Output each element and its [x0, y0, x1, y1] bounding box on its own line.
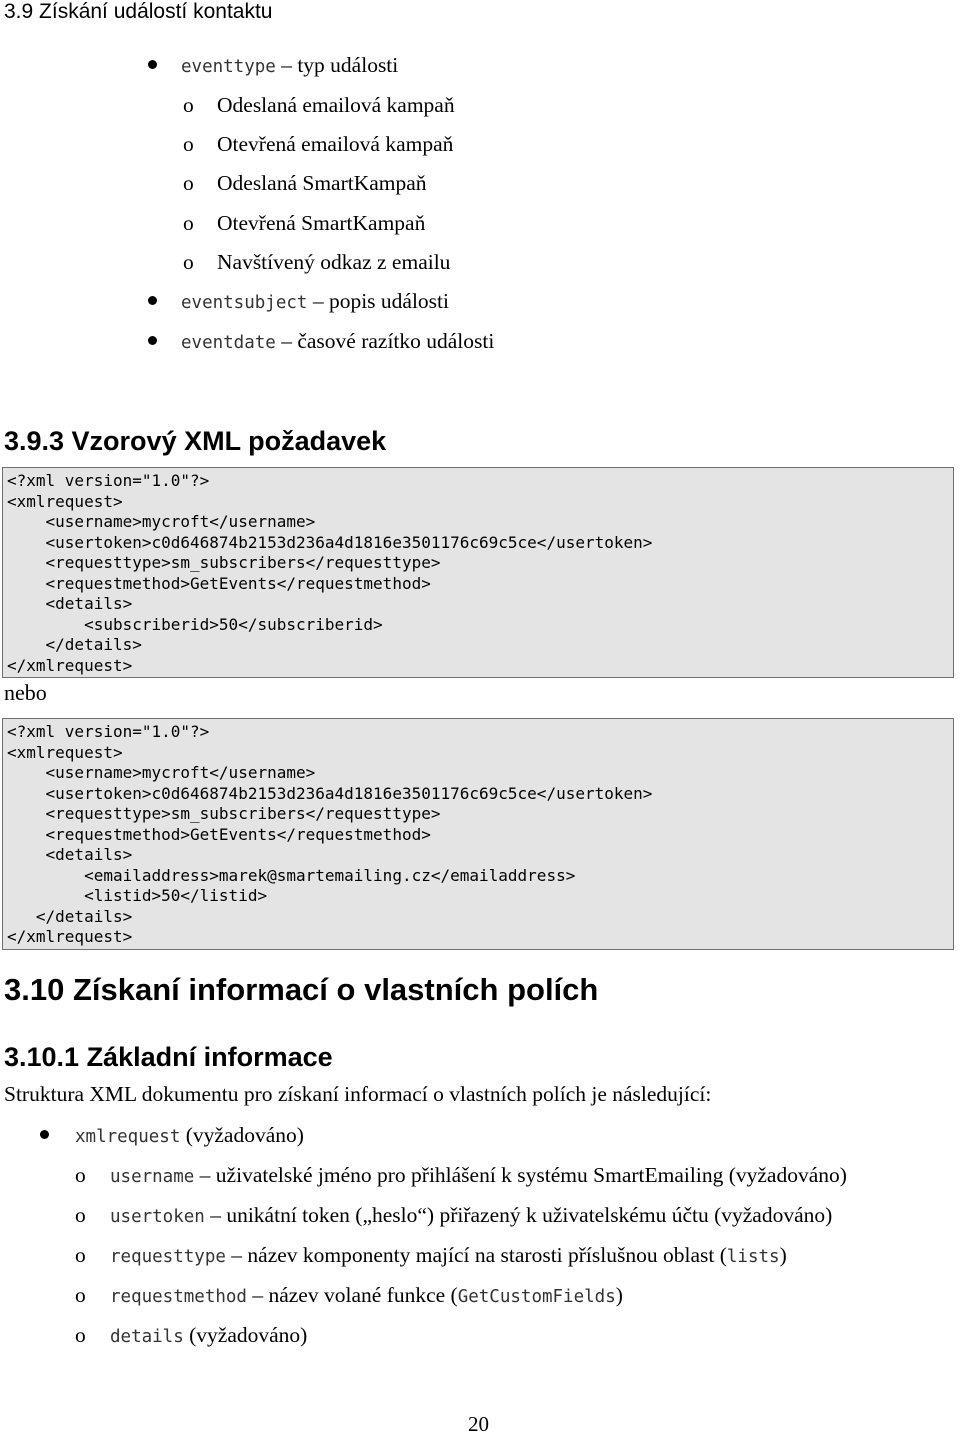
code-block — [2, 467, 954, 678]
code-line: <details> — [7, 845, 133, 864]
code-line: <username>mycroft</username> — [7, 512, 316, 531]
item-text: ) — [779, 1243, 787, 1267]
code-line: </xmlrequest> — [7, 655, 133, 675]
item-text: – časové razítko události — [281, 329, 495, 353]
code-line: </details> — [7, 635, 142, 654]
code-line: <requestmethod>GetEvents</requestmethod> — [7, 573, 431, 593]
separator-text: nebo — [4, 680, 47, 705]
item-text: – popis události — [312, 289, 449, 313]
code-line: <subscriberid>50</subscriberid> — [7, 614, 383, 634]
section-heading: 3.9.3 Vzorový XML požadavek — [4, 426, 387, 456]
item-text: ) — [615, 1283, 623, 1307]
inline-code: eventdate — [181, 333, 276, 353]
item-text: – uživatelské jméno pro přihlášení k systému SmartEmailing (vyžadováno) — [199, 1163, 847, 1187]
bullet-icon — [148, 336, 157, 345]
code-line: <username>mycroft</username> — [7, 763, 316, 782]
inline-code: eventsubject — [181, 293, 308, 313]
circle-bullet-icon: o — [75, 1283, 86, 1307]
circle-bullet-icon: o — [183, 93, 194, 117]
circle-bullet-icon: o — [183, 132, 194, 156]
bullet-icon — [148, 60, 157, 69]
item-text: – název komponenty mající na starosti příslušnou oblast ( — [231, 1243, 727, 1267]
code-line: <details> — [7, 594, 133, 613]
item-text: Odeslaná emailová kampaň — [217, 93, 455, 117]
code-line: <usertoken>c0d646874b2153d236a4d1816e3501176c69c5ce</usertoken> — [7, 532, 653, 552]
code-line: <requesttype>sm_subscribers</requesttype> — [7, 804, 441, 823]
item-text: – unikátní token („heslo“) přiřazený k uživatelskému účtu (vyžadováno) — [210, 1203, 833, 1227]
circle-bullet-icon: o — [183, 171, 194, 195]
section-heading: 3.10 Získaní informací o vlastních polích — [4, 972, 599, 1007]
code-line: <?xml version="1.0"?> — [7, 722, 210, 741]
code-line: <requestmethod>GetEvents</requestmethod> — [7, 824, 431, 844]
code-line: <xmlrequest> — [7, 491, 123, 511]
item-text: Otevřená SmartKampaň — [217, 211, 426, 235]
inline-code: GetCustomFields — [457, 1287, 616, 1307]
code-line: <usertoken>c0d646874b2153d236a4d1816e3501176c69c5ce</usertoken> — [7, 783, 653, 803]
page-header: 3.9 Získání událostí kontaktu — [4, 0, 273, 23]
item-text: Navštívený odkaz z emailu — [217, 250, 451, 274]
item-text: – název volané funkce ( — [252, 1283, 458, 1307]
inline-code: xmlrequest — [75, 1127, 181, 1147]
item-text: Otevřená emailová kampaň — [217, 132, 454, 156]
item-text: – typ události — [281, 53, 399, 77]
circle-bullet-icon: o — [75, 1243, 86, 1267]
circle-bullet-icon: o — [75, 1203, 86, 1227]
inline-code: details — [110, 1327, 184, 1347]
bullet-icon — [148, 296, 157, 305]
code-block — [2, 718, 954, 950]
page-number: 20 — [468, 1412, 489, 1436]
circle-bullet-icon: o — [75, 1163, 86, 1187]
inline-code: requesttype — [110, 1247, 226, 1267]
code-line: <xmlrequest> — [7, 742, 123, 762]
intro-paragraph: Struktura XML dokumentu pro získaní informací o vlastních polích je následující: — [4, 1082, 712, 1106]
circle-bullet-icon: o — [183, 250, 194, 274]
code-line: <listid>50</listid> — [7, 886, 268, 905]
inline-code: requestmethod — [110, 1287, 247, 1307]
inline-code: eventtype — [181, 57, 276, 77]
item-text: (vyžadováno) — [180, 1123, 304, 1147]
subsection-heading: 3.10.1 Základní informace — [4, 1042, 333, 1072]
code-line: </details> — [7, 906, 133, 926]
item-text: (vyžadováno) — [183, 1323, 308, 1347]
inline-code: lists — [726, 1247, 780, 1267]
code-line: </xmlrequest> — [7, 927, 133, 946]
code-line: <?xml version="1.0"?> — [7, 471, 210, 490]
bullet-icon — [40, 1130, 49, 1139]
inline-code: usertoken — [110, 1207, 205, 1227]
code-line: <emailaddress>marek@smartemailing.cz</emailaddress> — [7, 865, 576, 885]
inline-code: username — [110, 1167, 195, 1187]
circle-bullet-icon: o — [75, 1323, 86, 1347]
code-line: <requesttype>sm_subscribers</requesttype> — [7, 553, 441, 572]
item-text: Odeslaná SmartKampaň — [217, 171, 427, 195]
circle-bullet-icon: o — [183, 211, 194, 235]
